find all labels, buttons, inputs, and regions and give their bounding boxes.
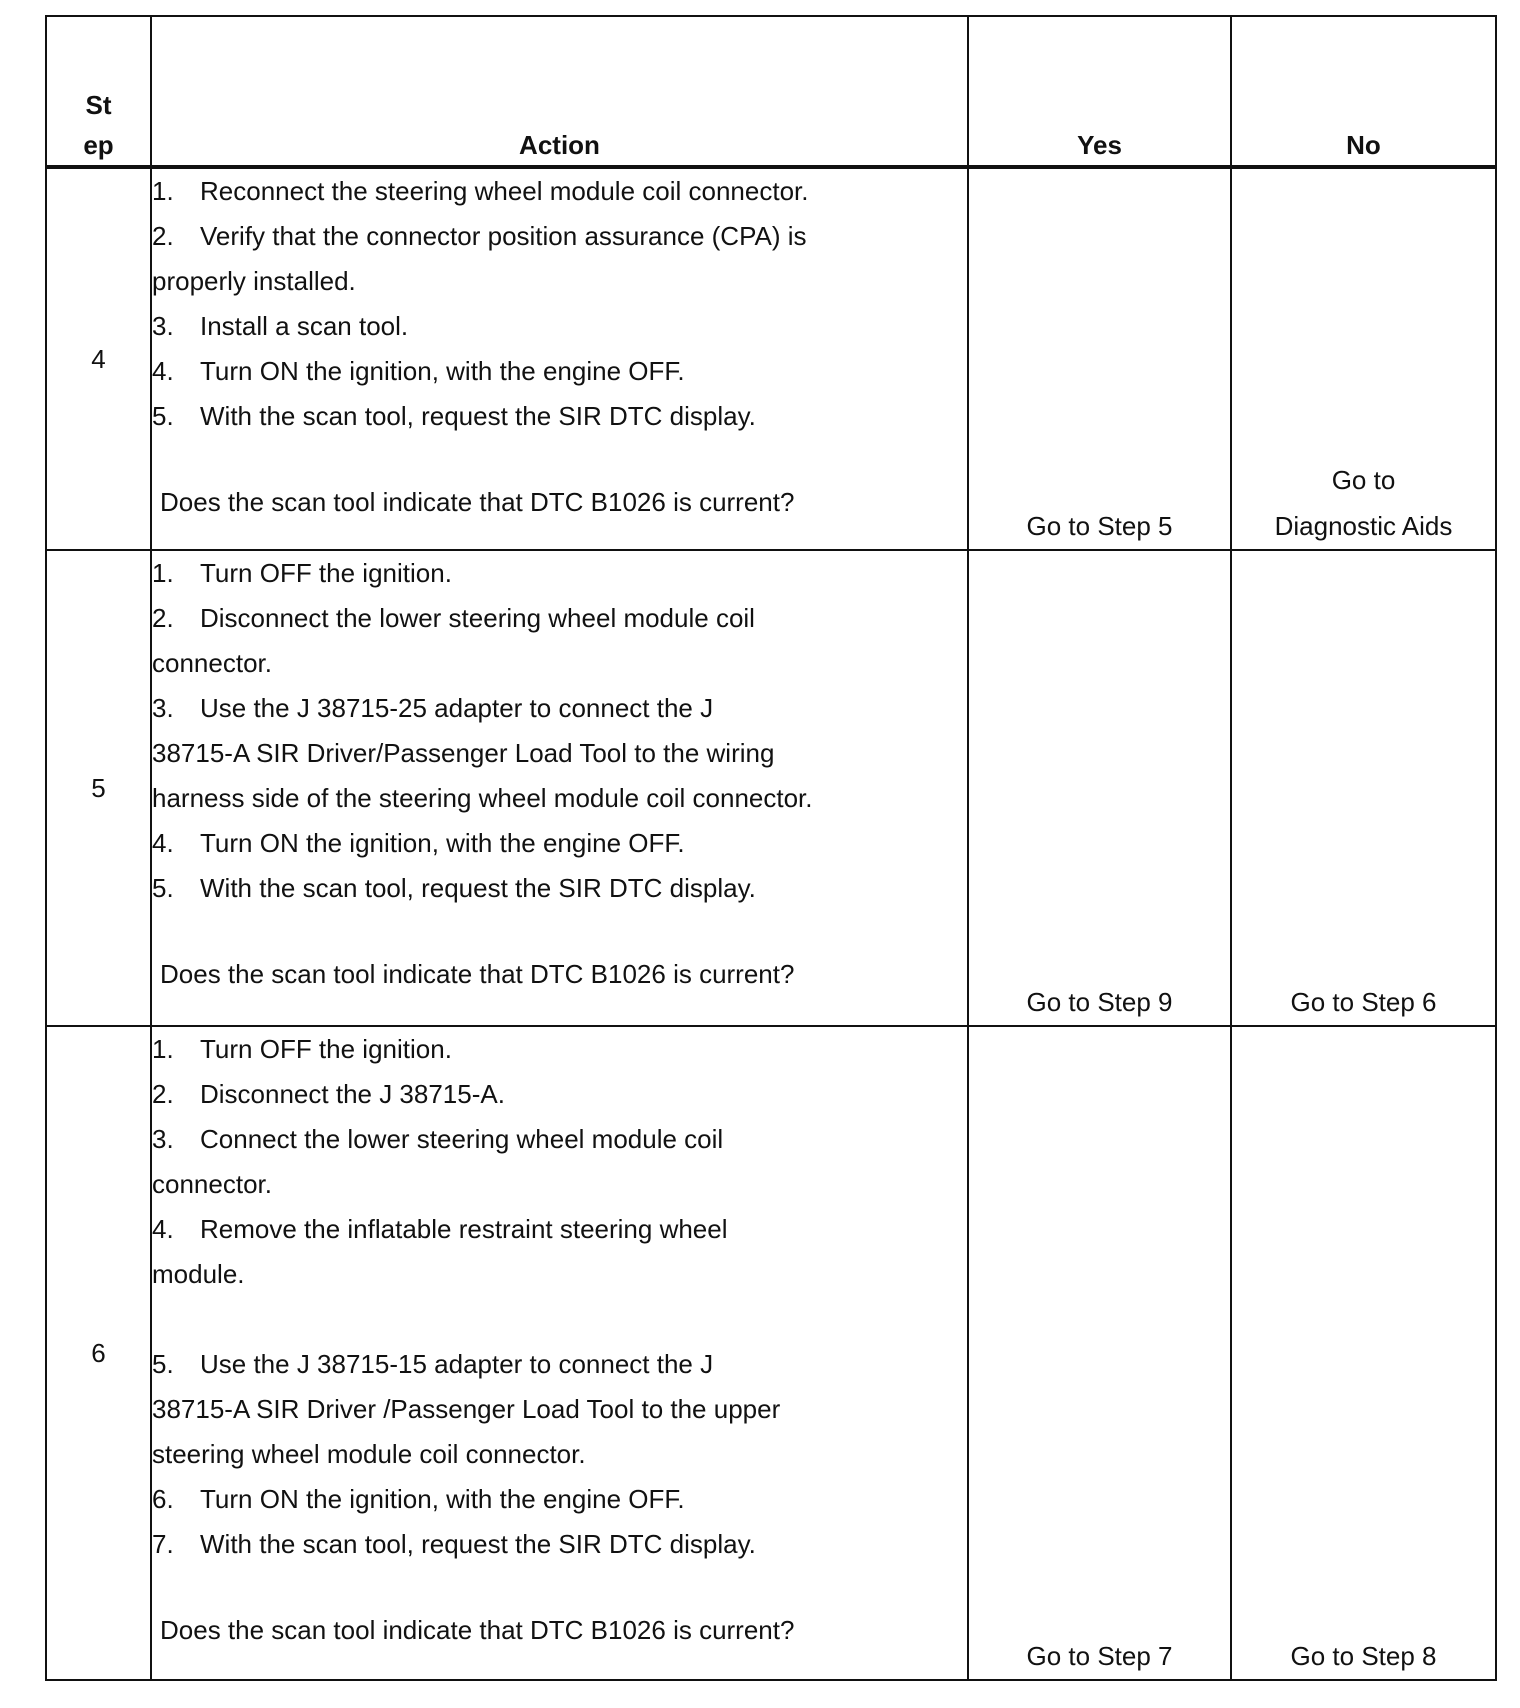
diagnostic-table [45, 15, 1497, 1681]
action-line [152, 259, 967, 304]
action-text: Remove the inflatable restraint steering wheel [200, 1214, 728, 1244]
action-step-number: 5. [152, 873, 174, 903]
action-step-number: 3. [152, 311, 174, 341]
action-cell [151, 550, 968, 1026]
action-line [152, 686, 967, 731]
action-line [152, 349, 967, 394]
action-line [152, 596, 967, 641]
step-number: 6 [46, 1026, 151, 1680]
action-line [152, 1027, 967, 1072]
action-line [152, 169, 967, 214]
action-cell [151, 167, 968, 550]
action-line [152, 776, 967, 821]
action-question: Does the scan tool indicate that DTC B1026 is current? [160, 959, 795, 989]
action-text: With the scan tool, request the SIR DTC display. [200, 401, 756, 431]
action-line [152, 1297, 967, 1342]
action-text: Turn OFF the ignition. [200, 558, 452, 588]
action-text: connector. [152, 1169, 272, 1199]
action-question: Does the scan tool indicate that DTC B1026 is current? [160, 1615, 795, 1645]
action-step-number: 1. [152, 1034, 174, 1064]
header-no: No [1231, 16, 1496, 167]
action-step-number: 2. [152, 1079, 174, 1109]
action-text: Verify that the connector position assurance (CPA) is [200, 221, 807, 251]
action-text: properly installed. [152, 266, 356, 296]
action-text: Turn ON the ignition, with the engine OFF. [200, 356, 685, 386]
action-line [152, 731, 967, 776]
action-line [152, 1342, 967, 1387]
action-line [152, 641, 967, 686]
action-text: steering wheel module coil connector. [152, 1439, 586, 1469]
action-step-number: 5. [152, 1349, 174, 1379]
table-row [46, 167, 1496, 550]
action-line [152, 821, 967, 866]
action-line [152, 1387, 967, 1432]
action-question: Does the scan tool indicate that DTC B1026 is current? [160, 487, 795, 517]
action-text: Disconnect the J 38715-A. [200, 1079, 505, 1109]
no-result: Go to Step 6 [1231, 550, 1496, 1026]
action-text: Connect the lower steering wheel module coil [200, 1124, 724, 1154]
action-text: With the scan tool, request the SIR DTC display. [200, 1529, 756, 1559]
header-yes: Yes [968, 16, 1231, 167]
action-step-number: 4. [152, 828, 174, 858]
action-step-number: 4. [152, 356, 174, 386]
action-line [152, 551, 967, 596]
action-text: harness side of the steering wheel module coil connector. [152, 783, 813, 813]
table-row [46, 1026, 1496, 1680]
action-step-number: 4. [152, 1214, 174, 1244]
yes-result: Go to Step 5 [968, 167, 1231, 550]
action-text: 38715-A SIR Driver /Passenger Load Tool to the upper [152, 1394, 781, 1424]
action-line [152, 1432, 967, 1477]
header-row [46, 16, 1496, 167]
no-result: Go to Diagnostic Aids [1231, 167, 1496, 550]
action-step-number: 1. [152, 176, 174, 206]
header-action: Action [151, 16, 968, 167]
action-text: Turn ON the ignition, with the engine OFF. [200, 828, 685, 858]
action-step-number: 2. [152, 603, 174, 633]
step-number: 5 [46, 550, 151, 1026]
action-step-number: 6. [152, 1484, 174, 1514]
action-text: Use the J 38715-25 adapter to connect the J [200, 693, 714, 723]
action-line [152, 1072, 967, 1117]
action-text: Disconnect the lower steering wheel module coil [200, 603, 755, 633]
action-text: Install a scan tool. [200, 311, 409, 341]
action-line [152, 214, 967, 259]
table-row [46, 550, 1496, 1026]
action-cell [151, 1026, 968, 1680]
action-line [152, 1207, 967, 1252]
action-line [152, 1117, 967, 1162]
action-line [152, 304, 967, 349]
action-step-number: 1. [152, 558, 174, 588]
action-line [152, 394, 967, 439]
action-text: connector. [152, 648, 272, 678]
header-step: St ep [46, 16, 151, 167]
action-step-number: 5. [152, 401, 174, 431]
action-line [152, 866, 967, 911]
action-text: Turn ON the ignition, with the engine OFF. [200, 1484, 685, 1514]
action-text: Reconnect the steering wheel module coil connector. [200, 176, 809, 206]
no-result: Go to Step 8 [1231, 1026, 1496, 1680]
action-line [152, 1477, 967, 1522]
action-line [152, 1162, 967, 1207]
action-line [152, 1522, 967, 1567]
action-line [152, 1252, 967, 1297]
action-text: With the scan tool, request the SIR DTC display. [200, 873, 756, 903]
action-step-number: 3. [152, 1124, 174, 1154]
action-step-number: 3. [152, 693, 174, 723]
action-step-number: 7. [152, 1529, 174, 1559]
yes-result: Go to Step 9 [968, 550, 1231, 1026]
action-step-number: 2. [152, 221, 174, 251]
action-text: module. [152, 1259, 245, 1289]
action-text: Use the J 38715-15 adapter to connect the J [200, 1349, 714, 1379]
action-text: 38715-A SIR Driver/Passenger Load Tool to the wiring [152, 738, 775, 768]
step-number: 4 [46, 167, 151, 550]
yes-result: Go to Step 7 [968, 1026, 1231, 1680]
action-text: Turn OFF the ignition. [200, 1034, 452, 1064]
